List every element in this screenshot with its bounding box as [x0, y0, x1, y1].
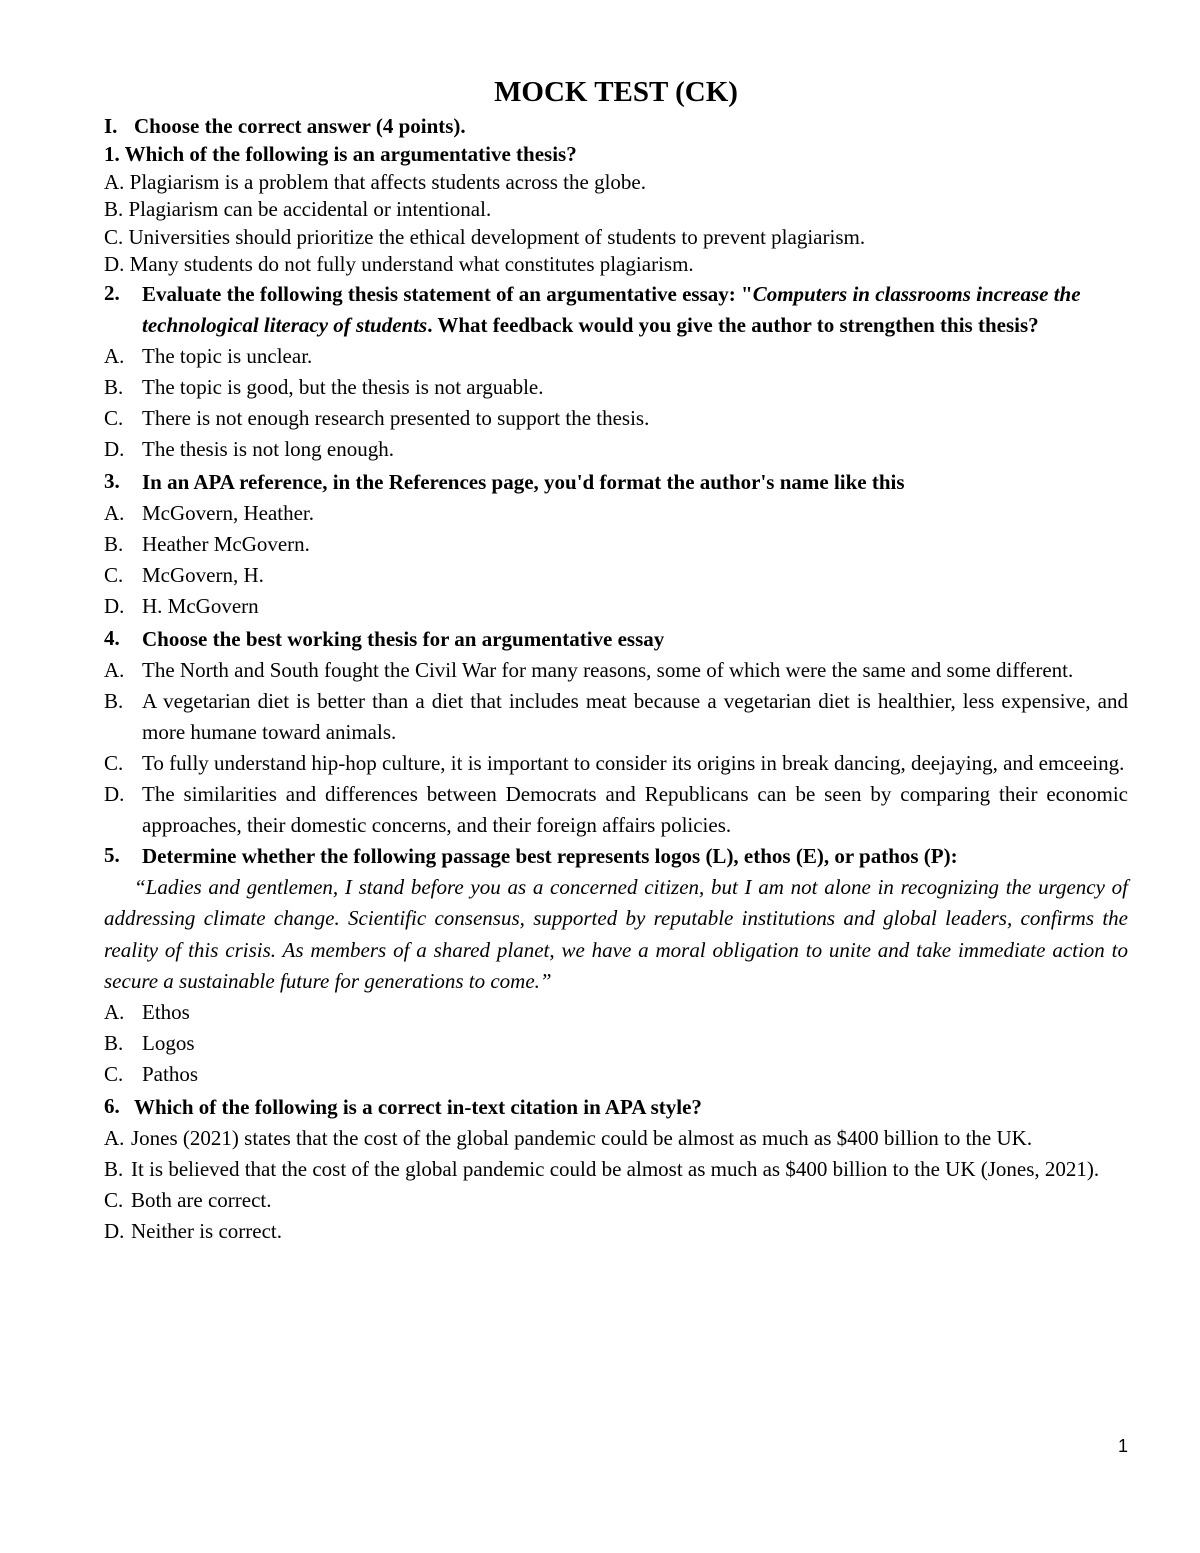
option-text: Pathos	[142, 1062, 199, 1086]
option-text: A vegetarian diet is better than a diet that includes meat because a vegetarian diet is healthier, less expensive, and more humane toward animals.	[142, 689, 1128, 745]
option-letter: C.	[104, 751, 124, 776]
option-letter: B.	[104, 532, 124, 557]
section-label: Choose the correct answer (4 points).	[134, 114, 466, 138]
section-heading	[104, 112, 1128, 140]
option-letter: B.	[104, 1031, 124, 1055]
question-4-number: 4.	[104, 626, 120, 651]
q1-option-c: C. Universities should prioritize the ethical development of students to prevent plagiarism.	[104, 224, 866, 249]
q6-option-d	[104, 1216, 1128, 1247]
question-3-text: In an APA reference, in the References page, you'd format the author's name like this	[142, 470, 905, 495]
q2-option-b	[104, 372, 1128, 403]
q1-option-d: D. Many students do not fully understand what constitutes plagiarism.	[104, 251, 694, 276]
option-text: Ethos	[142, 1000, 190, 1024]
document-body	[104, 72, 1128, 1247]
question-1: 1. Which of the following is an argumentative thesis?	[104, 142, 577, 166]
question-3	[104, 467, 1128, 498]
option-letter: D.	[104, 437, 125, 462]
option-text: H. McGovern	[142, 594, 259, 619]
option-letter: A.	[104, 1000, 125, 1024]
option-letter: C.	[104, 1062, 124, 1086]
question-2	[104, 279, 1128, 341]
option-letter: A.	[104, 1126, 125, 1150]
q4-option-c	[104, 748, 1128, 779]
option-text: McGovern, Heather.	[142, 501, 315, 526]
option-text: The topic is good, but the thesis is not arguable.	[142, 375, 544, 400]
question-2-number: 2.	[104, 281, 120, 306]
option-letter: D.	[104, 782, 125, 807]
option-letter: A.	[104, 658, 125, 683]
option-text: McGovern, H.	[142, 563, 264, 588]
option-letter: C.	[104, 563, 124, 588]
question-4-text: Choose the best working thesis for an argumentative essay	[142, 627, 665, 652]
question-2-tail: . What feedback would you give the author to strengthen this thesis?	[427, 313, 1039, 338]
q2-option-d	[104, 434, 1128, 465]
q6-option-a	[104, 1123, 1128, 1154]
option-text: The North and South fought the Civil War for many reasons, some of which were the same and some different.	[142, 658, 1074, 683]
option-text: To fully understand hip-hop culture, it is important to consider its origins in break dancing, deejaying, and emceeing.	[142, 751, 1125, 776]
page-number: 1	[1117, 1436, 1128, 1456]
question-2-text	[142, 279, 1128, 341]
q4-option-a	[104, 655, 1128, 686]
option-text: The similarities and differences between Democrats and Republicans can be seen by comparing their economic approaches, their domestic concerns, and their foreign affairs policies.	[142, 782, 1128, 838]
q4-option-b	[104, 686, 1128, 748]
question-2-lead: Evaluate the following thesis statement of an argumentative essay: "	[142, 282, 753, 307]
q3-option-d	[104, 591, 1128, 622]
question-5-passage: “Ladies and gentlemen, I stand before you as a concerned citizen, but I am not alone in recognizing the urgency of addressing climate change. Scientific consensus, supported by reputable institutions and global leaders, confirms the reality of this crisis. As members of a shared planet, we have a moral obligation to unite and take immediate action to secure a sustainable future for generations to come.”	[104, 875, 1128, 993]
option-text: The topic is unclear.	[142, 344, 313, 369]
option-letter: C.	[104, 1188, 124, 1212]
section-number: I.	[104, 114, 118, 138]
q1-option-b: B. Plagiarism can be accidental or intentional.	[104, 197, 492, 222]
option-text: Heather McGovern.	[142, 532, 310, 557]
question-5-number: 5.	[104, 843, 120, 868]
option-text: There is not enough research presented to support the thesis.	[142, 406, 650, 431]
question-5-text: Determine whether the following passage best represents logos (L), ethos (E), or pathos (P):	[142, 844, 958, 869]
option-text: Both are correct.	[131, 1188, 272, 1212]
option-text: Logos	[142, 1031, 195, 1055]
q4-option-d	[104, 779, 1128, 841]
q6-option-c	[104, 1185, 1128, 1216]
option-letter: B.	[104, 1157, 124, 1181]
q5-option-c	[104, 1059, 1128, 1090]
q1-option-a: A. Plagiarism is a problem that affects students across the globe.	[104, 170, 646, 194]
option-letter: D.	[104, 594, 125, 619]
option-letter: A.	[104, 501, 125, 526]
q3-option-a	[104, 498, 1128, 529]
q2-option-c	[104, 403, 1128, 434]
option-letter: D.	[104, 1219, 125, 1243]
option-letter: B.	[104, 375, 124, 400]
question-6-number: 6.	[104, 1094, 120, 1118]
q3-option-b	[104, 529, 1128, 560]
question-4	[104, 624, 1128, 655]
option-letter: B.	[104, 689, 124, 714]
question-3-number: 3.	[104, 469, 120, 494]
q5-option-b	[104, 1028, 1128, 1059]
q5-option-a	[104, 997, 1128, 1028]
question-5	[104, 841, 1128, 872]
option-text: Neither is correct.	[131, 1219, 283, 1243]
question-6-text: Which of the following is a correct in-text citation in APA style?	[134, 1095, 702, 1119]
option-text: It is believed that the cost of the global pandemic could be almost as much as $400 billion to the UK (Jones, 2021).	[131, 1157, 1100, 1181]
q6-option-b	[104, 1154, 1128, 1185]
option-letter: C.	[104, 406, 124, 431]
option-letter: A.	[104, 344, 125, 369]
q3-option-c	[104, 560, 1128, 591]
q2-option-a	[104, 341, 1128, 372]
question-6	[104, 1092, 1128, 1123]
page-title: MOCK TEST (CK)	[494, 76, 738, 108]
question-2-quoted-thesis: Computers in classrooms increase the technological literacy of students	[142, 282, 1081, 338]
option-text: Jones (2021) states that the cost of the global pandemic could be almost as much as $400 billion to the UK.	[131, 1126, 1033, 1150]
option-text: The thesis is not long enough.	[142, 437, 394, 462]
